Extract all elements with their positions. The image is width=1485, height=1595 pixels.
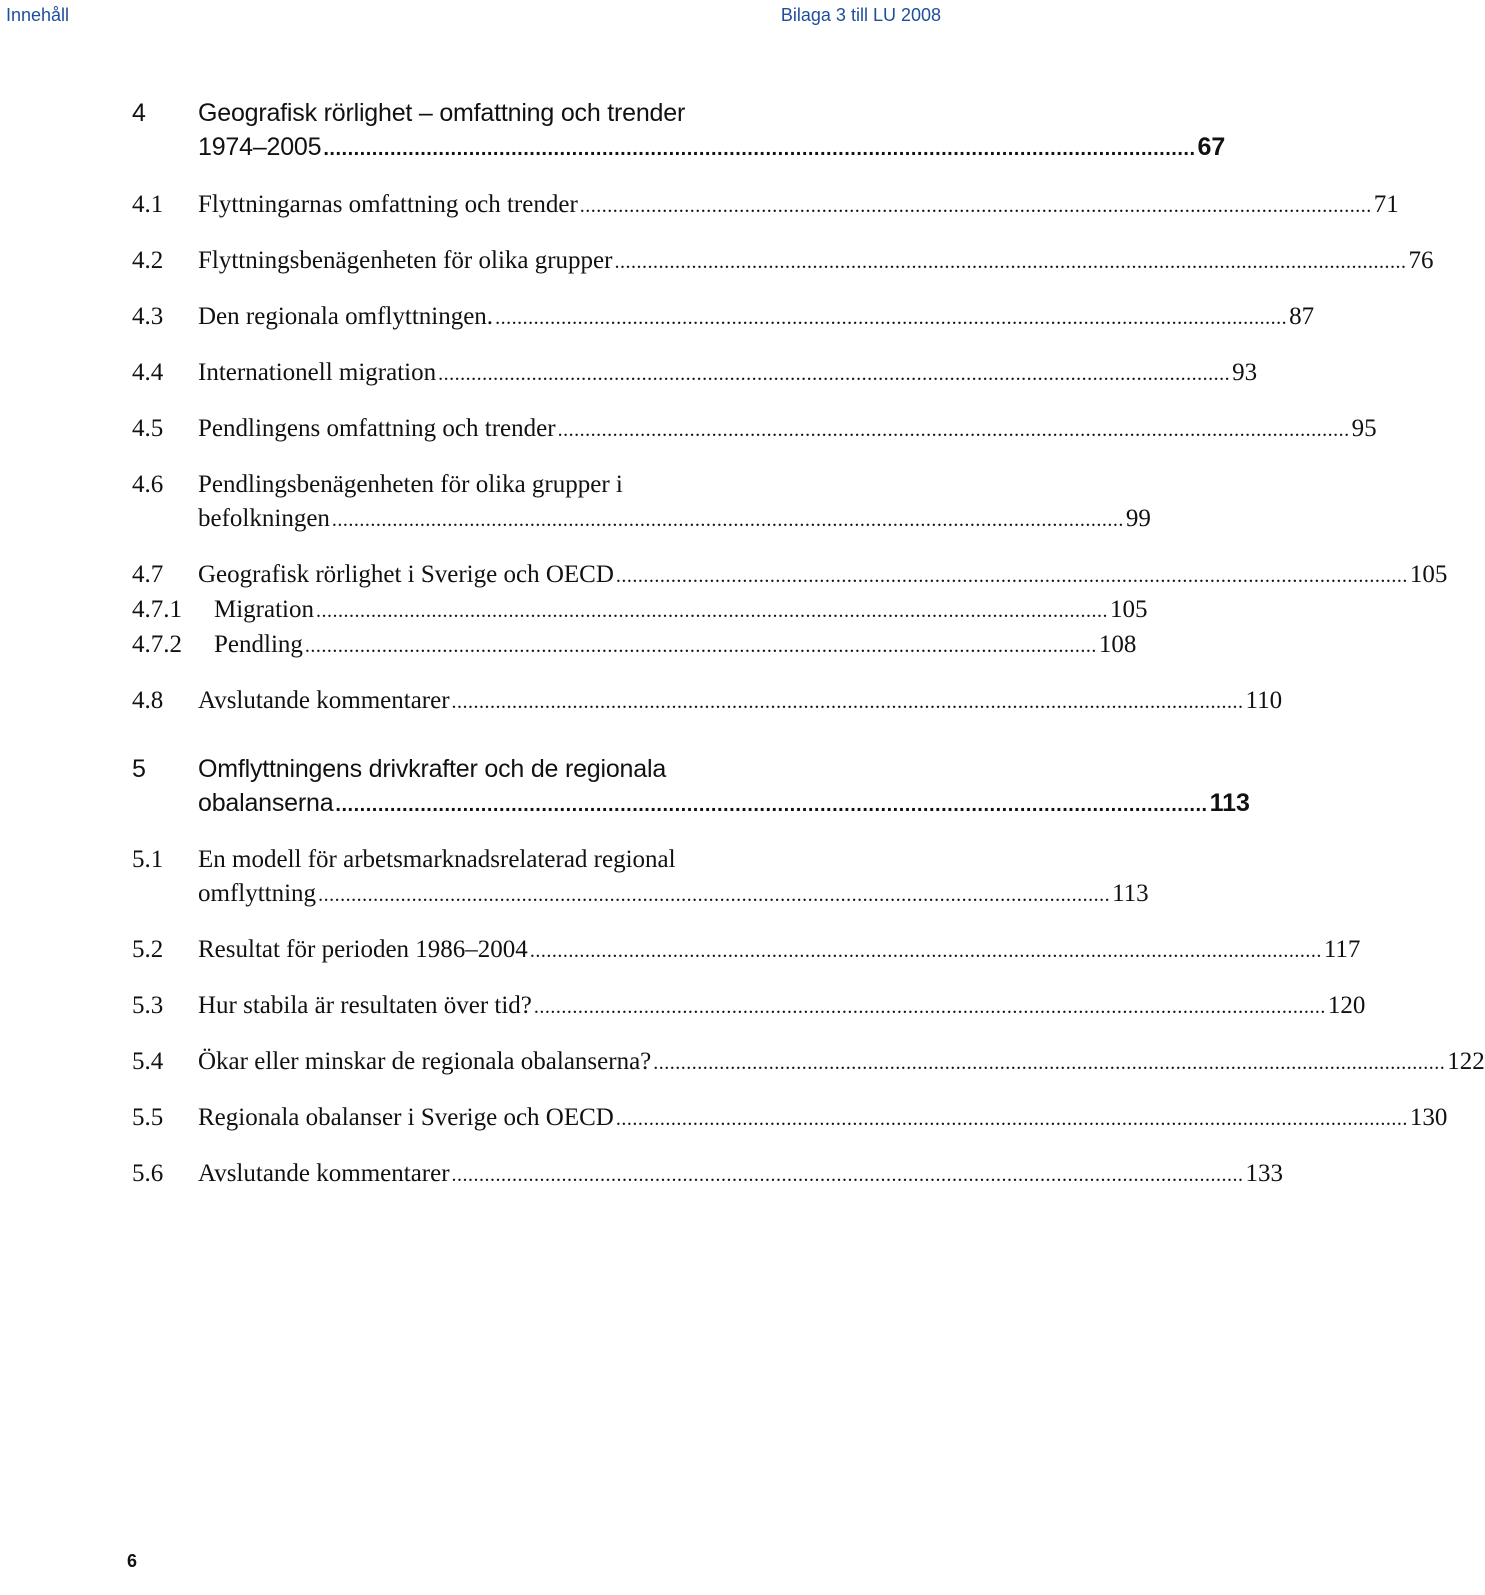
- toc-entry-title-line1: Omflyttningens drivkrafter och de regionala: [198, 755, 667, 783]
- toc-entry-title: Resultat för perioden 1986–2004: [198, 936, 528, 963]
- toc-leader-dots: ................................................................................................................................................: [495, 307, 1288, 329]
- toc-entry-number: 5.6: [132, 1160, 164, 1187]
- toc-entry-section[interactable]: [132, 1101, 1448, 1136]
- toc-entry-number: 4.7.2: [132, 631, 182, 658]
- toc-entry-title-line1: En modell för arbetsmarknadsrelaterad regional: [198, 846, 676, 873]
- running-header: [0, 0, 960, 32]
- toc-leader-dots: ................................................................................................................................................: [557, 419, 1350, 441]
- toc-entry-number: 5.1: [132, 846, 164, 873]
- toc-entry-section[interactable]: [132, 468, 1151, 537]
- toc-entry-section[interactable]: [132, 989, 1366, 1024]
- toc-entry-title: Pendlingens omfattning och trender: [198, 415, 556, 442]
- toc-entry-page: 95: [1351, 415, 1377, 442]
- toc-entry-title: befolkningen: [198, 505, 330, 532]
- toc-leader-dots: ................................................................................................................................................: [438, 363, 1231, 385]
- toc-leader-dots: ................................................................................................................................................: [615, 1108, 1408, 1130]
- toc-leader-dots: ................................................................................................................................................: [451, 1164, 1244, 1186]
- toc-entry-page: 113: [1209, 789, 1250, 817]
- toc-entry-chapter[interactable]: [132, 96, 1226, 166]
- toc-entry-page: 113: [1112, 880, 1149, 907]
- toc-entry-section[interactable]: [132, 1157, 1284, 1192]
- toc-entry-title: obalanserna: [198, 789, 334, 817]
- toc-entry-page: 76: [1408, 247, 1434, 274]
- toc-entry-title: Avslutande kommentarer: [198, 1160, 450, 1187]
- page-number: 6: [127, 1551, 138, 1571]
- toc-entry-number: 4.1: [132, 191, 164, 218]
- toc-entry-section[interactable]: [132, 684, 1283, 719]
- toc-leader-dots: ................................................................................................................................................: [579, 195, 1372, 217]
- toc-entry-page: 93: [1232, 359, 1258, 386]
- header-document-label: Bilaga 3 till LU 2008: [780, 5, 941, 25]
- toc-entry-title: Pendling: [214, 631, 303, 658]
- toc-entry-section[interactable]: [132, 558, 1448, 593]
- toc-entry-title-line1: Pendlingsbenägenheten för olika grupper i: [198, 471, 623, 498]
- toc-entry-page: 133: [1245, 1160, 1284, 1187]
- toc-entry-title: Hur stabila är resultaten över tid?: [198, 992, 532, 1019]
- toc-entry-page: 122: [1447, 1048, 1485, 1075]
- toc-entry-section[interactable]: [132, 356, 1258, 391]
- toc-entry-title: Flyttningsbenägenheten för olika grupper: [198, 247, 613, 274]
- toc-entry-section[interactable]: [132, 843, 1149, 912]
- toc-entry-page: 108: [1098, 631, 1137, 658]
- toc-entry-section[interactable]: [132, 412, 1377, 447]
- toc-entry-page: 130: [1409, 1104, 1448, 1131]
- toc-entry-title: Den regionala omflyttningen.: [198, 303, 494, 330]
- toc-leader-dots: ................................................................................................................................................: [529, 940, 1322, 962]
- toc-entry-page: 110: [1245, 687, 1283, 714]
- toc-leader-dots: ................................................................................................................................................: [304, 635, 1097, 657]
- toc-entry-title: Geografisk rörlighet i Sverige och OECD: [198, 561, 614, 588]
- toc-entry-number: 5.5: [132, 1104, 164, 1131]
- toc-entry-title: Avslutande kommentarer: [198, 687, 450, 714]
- toc-leader-dots: ................................................................................................................................................: [533, 996, 1326, 1018]
- toc-leader-dots: ................................................................................................................................................: [335, 794, 1208, 816]
- toc-entry-section[interactable]: [132, 1045, 1485, 1080]
- toc-entry-page: 120: [1327, 992, 1366, 1019]
- toc-entry-number: 5.2: [132, 936, 164, 963]
- toc-entry-subsection[interactable]: [132, 593, 1148, 628]
- toc-leader-dots: ................................................................................................................................................: [331, 509, 1124, 531]
- toc-entry-page: 71: [1373, 191, 1399, 218]
- toc-entry-page: 105: [1110, 596, 1148, 623]
- toc-entry-section[interactable]: [132, 188, 1399, 223]
- toc-leader-dots: ................................................................................................................................................: [615, 565, 1408, 587]
- toc-entry-title: Ökar eller minskar de regionala obalanserna?: [198, 1048, 652, 1075]
- toc-entry-subsection[interactable]: [132, 628, 1137, 663]
- toc-entry-section[interactable]: [132, 300, 1315, 335]
- toc-entry-number: 4.3: [132, 303, 164, 330]
- toc-entry-title: 1974–2005: [198, 133, 322, 161]
- toc-leader-dots: ................................................................................................................................................: [323, 138, 1196, 160]
- toc-entry-number: 4: [132, 99, 146, 127]
- toc-entry-number: 4.7.1: [132, 596, 182, 623]
- toc-entry-number: 4.4: [132, 359, 164, 386]
- toc-entry-page: 105: [1409, 561, 1448, 588]
- toc-entry-number: 4.7: [132, 561, 164, 588]
- toc-entry-title: omflyttning: [198, 880, 317, 907]
- toc-entry-page: 117: [1323, 936, 1361, 963]
- toc-entry-chapter[interactable]: [132, 752, 1250, 822]
- toc-entry-page: 67: [1197, 133, 1226, 161]
- toc-entry-title-line1: Geografisk rörlighet – omfattning och trender: [198, 99, 686, 127]
- toc-leader-dots: ................................................................................................................................................: [316, 600, 1108, 622]
- toc-leader-dots: ................................................................................................................................................: [653, 1052, 1446, 1074]
- toc-leader-dots: ................................................................................................................................................: [614, 251, 1407, 273]
- toc-entry-number: 4.2: [132, 247, 164, 274]
- toc-entry-number: 4.5: [132, 415, 164, 442]
- table-of-contents: [132, 96, 1485, 1192]
- toc-entry-page: 99: [1125, 505, 1151, 532]
- toc-entry-title: Flyttningarnas omfattning och trender: [198, 191, 578, 218]
- toc-entry-number: 5: [132, 755, 146, 783]
- toc-entry-title: Migration: [214, 596, 314, 623]
- toc-entry-title: Regionala obalanser i Sverige och OECD: [198, 1104, 614, 1131]
- toc-entry-title: Internationell migration: [198, 359, 437, 386]
- header-section-label: Innehåll: [6, 5, 70, 25]
- toc-entry-section[interactable]: [132, 244, 1434, 279]
- toc-entry-number: 5.4: [132, 1048, 164, 1075]
- toc-entry-number: 4.6: [132, 471, 164, 498]
- toc-leader-dots: ................................................................................................................................................: [318, 884, 1111, 906]
- toc-entry-number: 5.3: [132, 992, 164, 1019]
- toc-entry-page: 87: [1289, 303, 1315, 330]
- toc-entry-section[interactable]: [132, 933, 1361, 968]
- toc-leader-dots: ................................................................................................................................................: [451, 691, 1244, 713]
- toc-entry-number: 4.8: [132, 687, 164, 714]
